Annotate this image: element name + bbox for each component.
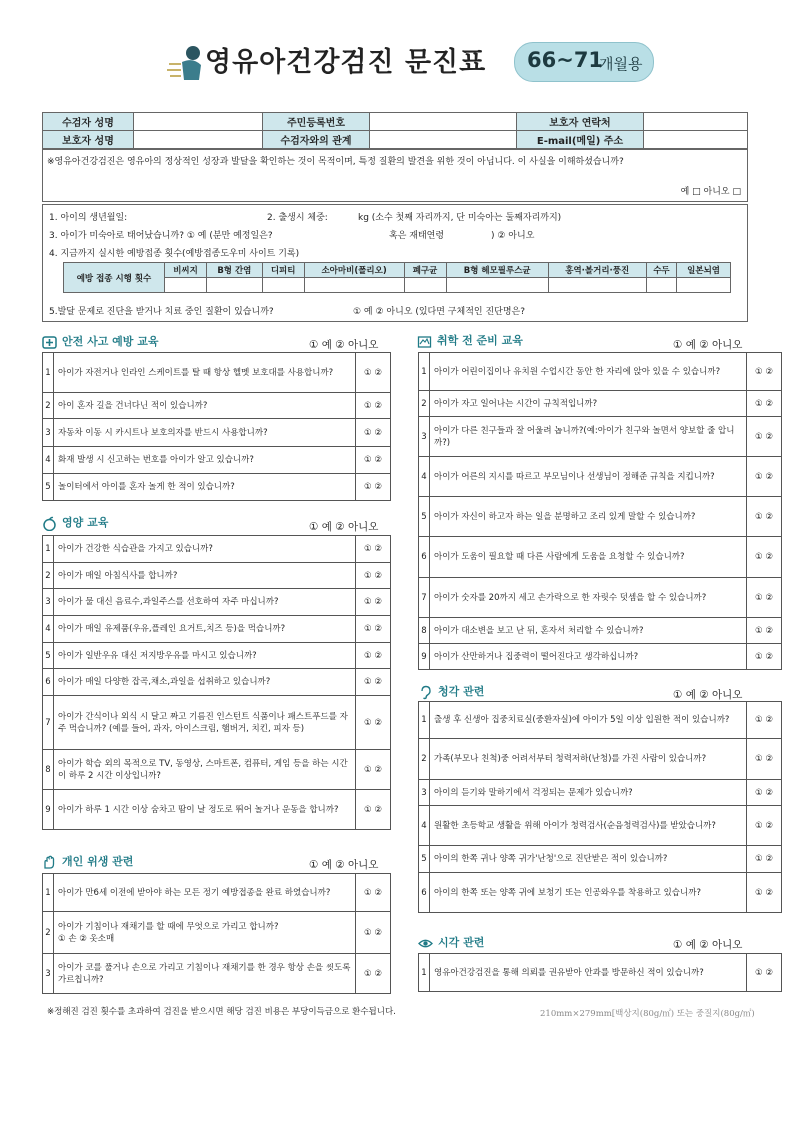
info-label: 주민등록번호 [263, 113, 370, 131]
birth-weight-label: 2. 출생시 체중: [267, 213, 328, 223]
answer-choice[interactable]: ① ② [747, 780, 782, 806]
ear-icon [418, 685, 433, 700]
paper-spec: 210mm×279mm[백상지(80g/㎡) 또는 중질지(80g/㎡) [540, 1009, 755, 1019]
question-text: 아이가 기침이나 재채기를 할 때에 무엇으로 가리고 합니까? [58, 921, 279, 932]
hygiene-yes-no-header: ① 예 ② 아니오 [309, 859, 379, 871]
logo-icon [166, 44, 204, 82]
school-question-table: 1 아이가 어린이집이나 유치원 수업시간 동안 한 자리에 앉아 있을 수 있습니까? ① ② 2 아이가 자고 일어나는 시간이 규칙적입니까? ① ② 3 아이가 다른 친구들과 잘 어울려 놉니까?(예:아이가 친구와 놀면서 양보할 줄 압니까?) ① ② 4 아이가 어른의 지시를 따르고 부모님이나 선생님이 정해준 규칙을 지킵니까? ① ② 5 아이가 자신이 하고자 하는 일을 분명하고 조리 있게 말할 수 있습니까? ① ② 6 아이가 도움이 필요할 때 다른 사람에게 도움을 요청할 수 있습니까? ① ② 7 아이가 숫자를 20까지 세고 손가락으로 한 자릿수 덧셈을 할 수 있습니까? ① ② 8 아이가 대소변을 보고 난 뒤, 혼자서 처리할 수 있습니까? ① ② 9 아이가 산만하거나 집중력이 떨어진다고 생각하십니까? ① ② [418, 352, 782, 670]
answer-choice[interactable]: ① ② [747, 391, 782, 417]
question-text: 영유아건강검진을 통해 의뢰를 권유받아 안과를 방문하신 적이 있습니까? [430, 954, 747, 992]
question-text: 가족(부모나 친척)중 어려서부터 청력저하(난청)를 가진 사람이 있습니까? [430, 739, 747, 780]
diagnosis-options[interactable]: ① 예 ② 아니오 (있다면 구체적인 진단명은? [353, 307, 526, 317]
info-table [42, 112, 748, 149]
vision-question-table: 1 영유아건강검진을 통해 의뢰를 권유받아 안과를 방문하신 적이 있습니까? ① ② [418, 953, 782, 992]
question-text: 아이가 매일 다양한 잡곡,채소,과일을 섭취하고 있습니까? [54, 669, 356, 696]
info-label: 수검자 성명 [43, 113, 134, 131]
birth-weight-unit: kg (소수 첫째 자리까지, 단 미숙아는 둘째자리까지) [358, 213, 562, 223]
answer-choice[interactable]: ① ② [356, 536, 391, 563]
question-text: 아이의 듣기와 말하기에서 걱정되는 문제가 있습니까? [430, 780, 747, 806]
nutrition-section-title [42, 514, 108, 531]
vaccine-question: 4. 지금까지 실시한 예방접종 횟수(예방접종도우미 사이트 기록) [49, 249, 300, 259]
vaccine-name: 일본뇌염 [677, 263, 731, 278]
eye-icon [418, 936, 433, 951]
apple-icon [42, 516, 57, 531]
question-text: 아이가 도움이 필요할 때 다른 사람에게 도움을 요청할 수 있습니까? [430, 537, 747, 578]
answer-choice[interactable]: ① ② [747, 497, 782, 537]
safety-question-table: 1 아이가 자전거나 인라인 스케이트를 탈 때 항상 헬멧 보호대를 사용합니까? ① ② 2 아이 혼자 길을 건너다닌 적이 있습니까? ① ② 3 자동차 이동 시 카시트나 보호의자를 반드시 사용합니까? ① ② 4 화재 발생 시 신고하는 번호를 아이가 알고 있습니까? ① ② 5 놀이터에서 아이를 혼자 놀게 한 적이 있습니까? ① ② [42, 352, 391, 501]
question-text: 아이가 만6세 이전에 받아야 하는 모든 정기 예방접종을 완료 하였습니까? [54, 874, 356, 912]
vaccine-header: 예방 접종 시행 횟수 [64, 263, 165, 293]
vision-section-title [418, 934, 484, 951]
question-text: 아이가 어린이집이나 유치원 수업시간 동안 한 자리에 앉아 있을 수 있습니까? [430, 353, 747, 391]
nutrition-title-text: 영양 교육 [62, 516, 109, 529]
vaccine-count-field[interactable] [677, 278, 731, 293]
question-text: 아이가 물 대신 음료수,과일주스를 선호하여 자주 마십니까? [54, 589, 356, 616]
answer-choice[interactable]: ① ② [356, 563, 391, 589]
vaccine-name: 비씨지 [165, 263, 207, 278]
question-text: 놀이터에서 아이를 혼자 놀게 한 적이 있습니까? [54, 474, 356, 501]
school-section-title [417, 332, 523, 349]
nutrition-yes-no-header: ① 예 ② 아니오 [309, 521, 379, 533]
question-text: 아이 혼자 길을 건너다닌 적이 있습니까? [54, 393, 356, 419]
vaccine-name: B형 간염 [207, 263, 263, 278]
first-aid-icon [42, 335, 57, 350]
resident-number-field[interactable] [370, 113, 517, 131]
answer-choice[interactable]: ① ② [747, 954, 782, 992]
vaccine-count-field[interactable] [446, 278, 548, 293]
answer-choice[interactable]: ① ② [747, 417, 782, 457]
answer-choice[interactable]: ① ② [356, 616, 391, 643]
guardian-phone-field[interactable] [644, 113, 748, 131]
question-text: 아이가 숫자를 20까지 세고 손가락으로 한 자릿수 덧셈을 할 수 있습니까? [430, 578, 747, 618]
question-text: 아이가 하루 1 시간 이상 숨차고 땀이 날 정도로 뛰어 놀거나 운동을 합니까? [54, 790, 356, 830]
answer-choice[interactable]: ① ② [356, 447, 391, 474]
age-unit: 개월용 [599, 55, 643, 73]
question-text: 아이가 일반우유 대신 저지방우유를 마시고 있습니까? [54, 643, 356, 669]
safety-title-text: 안전 사고 예방 교육 [62, 335, 159, 348]
hearing-section-title [418, 683, 484, 700]
purpose-box [42, 149, 748, 202]
answer-choice[interactable]: ① ② [356, 696, 391, 750]
examinee-name-field[interactable] [134, 113, 263, 131]
nutrition-question-table: 1 아이가 건강한 식습관을 가지고 있습니까? ① ② 2 아이가 매일 아침식사를 합니까? ① ② 3 아이가 물 대신 음료수,과일주스를 선호하여 자주 마십니까? ① ② 4 아이가 매일 유제품(우유,플레인 요거트,치즈 등)을 먹습니까? ① ② 5 아이가 일반우유 대신 저지방우유를 마시고 있습니까? ① ② 6 아이가 매일 다양한 잡곡,채소,과일을 섭취하고 있습니까? ① ② 7 아이가 간식이나 외식 시 달고 짜고 기름진 인스턴트 식품이나 패스트푸드를 자주 먹습니까? (예를 들어, 과자, 아이스크림, 햄버거, 치킨, 피자 등) ① ② 8 아이가 학습 외의 목적으로 TV, 동영상, 스마트폰, 컴퓨터, 게임 등을 하는 시간이 하루 2 시간 이상입니까? ① ② 9 아이가 하루 1 시간 이상 숨차고 땀이 날 정도로 뛰어 놀거나 운동을 합니까? ① ② [42, 535, 391, 830]
answer-choice[interactable]: ① ② [747, 806, 782, 846]
question-text: 원활한 초등학교 생활을 위해 아이가 청력검사(순음청력검사)를 받았습니까? [430, 806, 747, 846]
school-title-text: 취학 전 준비 교육 [437, 334, 523, 347]
answer-choice[interactable]: ① ② [356, 790, 391, 830]
purpose-yes-no[interactable]: 예 □ 아니오 □ [680, 187, 741, 197]
question-text: 아이가 자신이 하고자 하는 일을 분명하고 조리 있게 말할 수 있습니까? [430, 497, 747, 537]
question-text: 출생 후 신생아 집중치료실(중환자실)에 아이가 5일 이상 입원한 적이 있습니까? [430, 702, 747, 739]
question-text: 아이가 자전거나 인라인 스케이트를 탈 때 항상 헬멧 보호대를 사용합니까? [54, 353, 356, 393]
info-label: E-mail(메일) 주소 [517, 131, 644, 149]
vaccine-count-field[interactable] [548, 278, 646, 293]
answer-choice[interactable]: ① ② [356, 643, 391, 669]
hygiene-q2-options[interactable]: ① 손 ② 옷소매 [58, 933, 115, 944]
email-field[interactable] [644, 131, 748, 149]
answer-choice[interactable]: ① ② [747, 353, 782, 391]
hand-wash-icon [42, 855, 57, 870]
age-badge [514, 42, 654, 82]
answer-choice[interactable]: ① ② [356, 474, 391, 501]
hearing-yes-no-header: ① 예 ② 아니오 [673, 689, 743, 701]
guardian-name-field[interactable] [134, 131, 263, 149]
question-text: 아이가 어른의 지시를 따르고 부모님이나 선생님이 정해준 규칙을 지킵니까? [430, 457, 747, 497]
vaccine-table [63, 262, 731, 293]
answer-choice[interactable]: ① ② [747, 537, 782, 578]
premature-no[interactable]: ) ② 아니오 [491, 231, 535, 241]
vaccine-count-field[interactable] [646, 278, 676, 293]
vaccine-count-field[interactable] [207, 278, 263, 293]
safety-section-title [42, 333, 159, 350]
answer-choice[interactable]: ① ② [356, 912, 391, 954]
question-text: 아이가 코를 풀거나 손으로 가리고 기침이나 재채기를 한 경우 항상 손을 씻도록 가르칩니까? [54, 954, 356, 994]
answer-choice[interactable]: ① ② [356, 393, 391, 419]
answer-choice[interactable]: ① ② [356, 353, 391, 393]
vaccine-count-field[interactable] [304, 278, 404, 293]
question-text: 아이의 한쪽 또는 양쪽 귀에 보청기 또는 인공와우를 착용하고 있습니까? [430, 873, 747, 913]
answer-choice[interactable]: ① ② [747, 739, 782, 780]
question-text: 아이가 간식이나 외식 시 달고 짜고 기름진 인스턴트 식품이나 패스트푸드를 자주 먹습니까? (예를 들어, 과자, 아이스크림, 햄버거, 치킨, 피자 등) [54, 696, 356, 750]
hygiene-title-text: 개인 위생 관련 [62, 855, 134, 868]
answer-choice[interactable]: ① ② [356, 954, 391, 994]
vision-yes-no-header: ① 예 ② 아니오 [673, 939, 743, 951]
answer-choice[interactable]: ① ② [356, 419, 391, 447]
question-text: 화재 발생 시 신고하는 번호를 아이가 알고 있습니까? [54, 447, 356, 474]
question-text: 아이가 건강한 식습관을 가지고 있습니까? [54, 536, 356, 563]
question-text: 아이가 다른 친구들과 잘 어울려 놉니까?(예:아이가 친구와 놀면서 양보할 줄 압니까?) [430, 417, 747, 457]
vaccine-name: 홍역·볼거리·풍진 [548, 263, 646, 278]
answer-choice[interactable]: ① ② [747, 618, 782, 644]
question-text: 아이가 대소변을 보고 난 뒤, 혼자서 처리할 수 있습니까? [430, 618, 747, 644]
relationship-field[interactable] [370, 131, 517, 149]
question-text: 자동차 이동 시 카시트나 보호의자를 반드시 사용합니까? [54, 419, 356, 447]
answer-choice[interactable]: ① ② [747, 873, 782, 913]
question-text: 아이의 한쪽 귀나 양쪽 귀가'난청'으로 진단받은 적이 있습니까? [430, 846, 747, 873]
vaccine-count-field[interactable] [404, 278, 446, 293]
answer-choice[interactable]: ① ② [356, 874, 391, 912]
answer-choice[interactable]: ① ② [356, 589, 391, 616]
purpose-text: ※영유아건강검진은 영유아의 정상적인 성장과 발달을 확인하는 것이 목적이며, 특정 질환의 발견을 위한 것이 아닙니다. 이 사실을 이해하셨습니까? [47, 157, 624, 167]
premature-question: 3. 아이가 미숙아로 태어났습니까? ① 예 (분만 예정일은? [49, 231, 273, 241]
answer-choice[interactable]: ① ② [747, 846, 782, 873]
question-text: 아이가 매일 아침식사를 합니까? [54, 563, 356, 589]
birthdate-label: 1. 아이의 생년월일: [49, 213, 128, 223]
vaccine-count-field[interactable] [165, 278, 207, 293]
school-yes-no-header: ① 예 ② 아니오 [673, 339, 743, 351]
vaccine-name: 폐구균 [404, 263, 446, 278]
answer-choice[interactable]: ① ② [356, 669, 391, 696]
info-label: 보호자 연락처 [517, 113, 644, 131]
answer-choice[interactable]: ① ② [747, 457, 782, 497]
vaccine-name: 소아마비(폴리오) [304, 263, 404, 278]
answer-choice[interactable]: ① ② [747, 578, 782, 618]
vaccine-name: 디피티 [262, 263, 304, 278]
question-text: 아이가 매일 유제품(우유,플레인 요거트,치즈 등)을 먹습니까? [54, 616, 356, 643]
answer-choice[interactable]: ① ② [747, 702, 782, 739]
hearing-question-table: 1 출생 후 신생아 집중치료실(중환자실)에 아이가 5일 이상 입원한 적이 있습니까? ① ② 2 가족(부모나 친척)중 어려서부터 청력저하(난청)를 가진 사람이 있습니까? ① ② 3 아이의 듣기와 말하기에서 걱정되는 문제가 있습니까? ① ② 4 원활한 초등학교 생활을 위해 아이가 청력검사(순음청력검사)를 받았습니까? ① ② 5 아이의 한쪽 귀나 양쪽 귀가'난청'으로 진단받은 적이 있습니까? ① ② 6 아이의 한쪽 또는 양쪽 귀에 보청기 또는 인공와우를 착용하고 있습니까? ① ② [418, 701, 782, 913]
page-title: 영유아건강검진 문진표 [205, 47, 487, 78]
basic-info-box [42, 204, 748, 322]
answer-choice[interactable]: ① ② [356, 750, 391, 790]
answer-choice[interactable]: ① ② [747, 644, 782, 670]
gestational-age-label: 혹은 재태연령 [389, 231, 445, 241]
vaccine-count-field[interactable] [262, 278, 304, 293]
age-range: 66~71 [527, 48, 604, 72]
hygiene-question-table: 1 아이가 만6세 이전에 받아야 하는 모든 정기 예방접종을 완료 하였습니까? ① ② 2 아이가 기침이나 재채기를 할 때에 무엇으로 가리고 합니까? ① 손 ② 옷소매 ① ② 3 아이가 코를 풀거나 손으로 가리고 기침이나 재채기를 한 경우 항상 손을 씻도록 가르칩니까? ① ② [42, 873, 391, 994]
question-text: 아이가 자고 일어나는 시간이 규칙적입니까? [430, 391, 747, 417]
vaccine-name: B형 헤모필루스균 [446, 263, 548, 278]
school-icon [417, 334, 432, 349]
info-label: 보호자 성명 [43, 131, 134, 149]
info-label: 수검자와의 관계 [263, 131, 370, 149]
question-text: 아이가 학습 외의 목적으로 TV, 동영상, 스마트폰, 컴퓨터, 게임 등을 하는 시간이 하루 2 시간 이상입니까? [54, 750, 356, 790]
question-text: 아이가 산만하거나 집중력이 떨어진다고 생각하십니까? [430, 644, 747, 670]
safety-yes-no-header: ① 예 ② 아니오 [309, 339, 379, 351]
vision-title-text: 시각 관련 [438, 936, 485, 949]
footer-note: ※정해진 검진 횟수를 초과하여 검진을 받으시면 해당 검진 비용은 부당이득금으로 환수됩니다. [47, 1007, 396, 1017]
hygiene-section-title [42, 853, 133, 870]
vaccine-name: 수두 [646, 263, 676, 278]
hearing-title-text: 청각 관련 [438, 685, 485, 698]
diagnosis-question: 5.발달 문제로 진단을 받거나 치료 중인 질환이 있습니까? [49, 307, 274, 317]
